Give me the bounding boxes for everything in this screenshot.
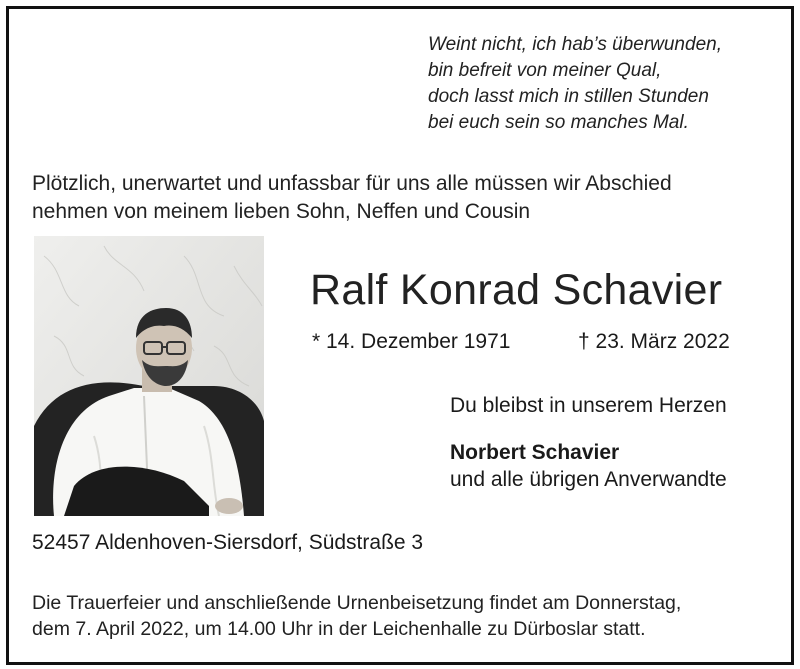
poem-line: bin befreit von meiner Qual, [428,60,662,81]
poem-verse [428,32,722,136]
death-date: † 23. März 2022 [578,330,730,353]
funeral-line: dem 7. April 2022, um 14.00 Uhr in der Leichenhalle zu Dürboslar statt. [32,618,646,640]
funeral-notice [32,590,681,642]
intro-text [32,170,672,226]
family-address: 52457 Aldenhoven-Siersdorf, Südstraße 3 [32,531,424,554]
intro-line: Plötzlich, unerwartet und unfassbar für uns alle müssen wir Abschied [32,172,672,195]
mourner-name: Norbert Schavier [450,441,620,464]
poem-line: Weint nicht, ich hab’s überwunden, [428,34,722,55]
deceased-name: Ralf Konrad Schavier [310,266,723,314]
portrait-illustration [34,236,264,516]
funeral-line: Die Trauerfeier und anschließende Urnenbeisetzung findet am Donnerstag, [32,592,682,614]
poem-line: bei euch sein so manches Mal. [428,112,689,133]
portrait-photo [34,236,264,516]
birth-date: * 14. Dezember 1971 [312,330,511,353]
poem-line: doch lasst mich in stillen Stunden [428,86,709,107]
intro-line: nehmen von meinem lieben Sohn, Neffen und Cousin [32,200,531,223]
relatives-text: und alle übrigen Anverwandte [450,468,727,491]
memorial-phrase: Du bleibst in unserem Herzen [450,394,727,417]
